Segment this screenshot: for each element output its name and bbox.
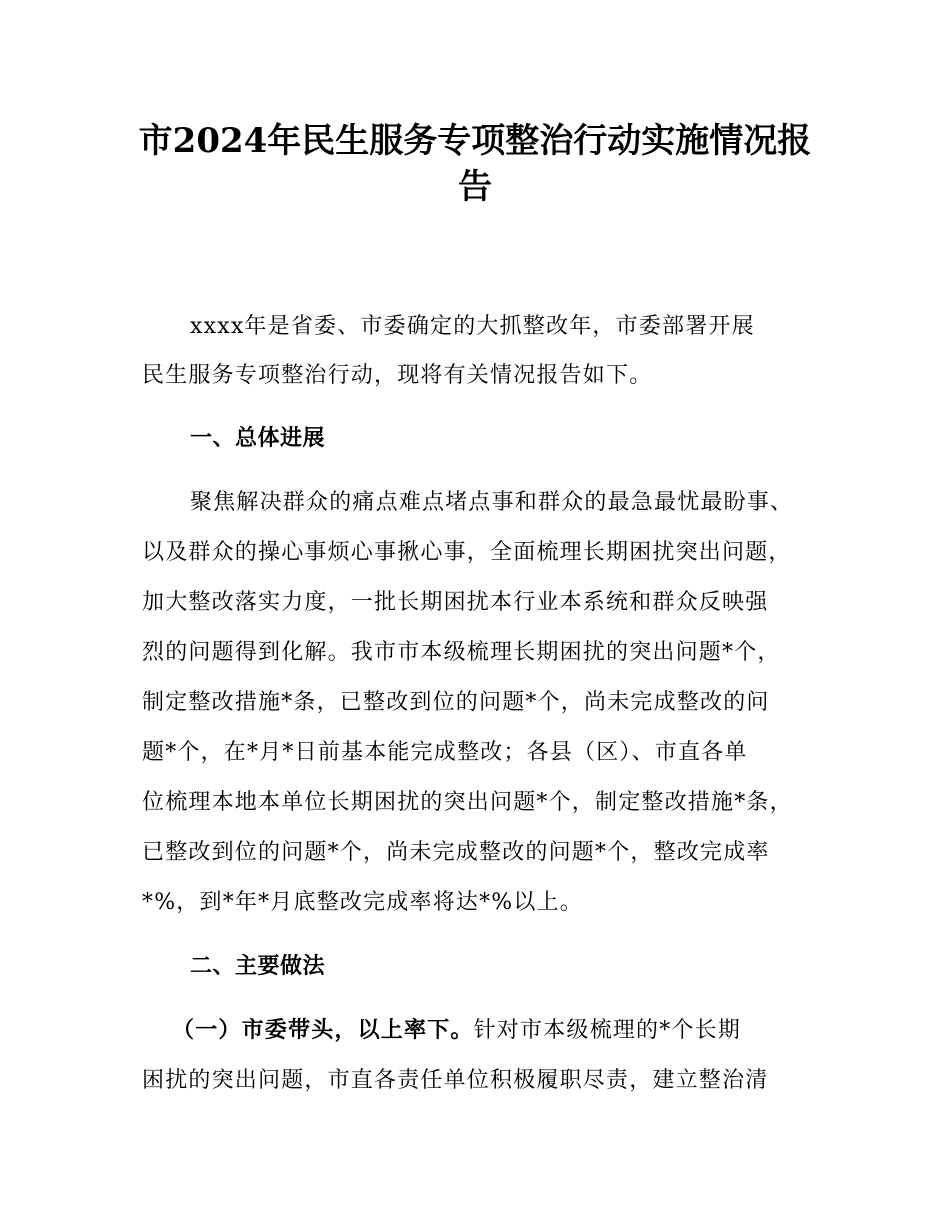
- intro-line-1: xxxx年是省委、市委确定的大抓整改年，市委部署开展: [190, 314, 755, 339]
- document-title-line2: 告: [458, 167, 492, 207]
- subsection1-line-2: 困扰的突出问题，市直各责任单位积极履职尽责，建立整治清: [142, 1068, 769, 1093]
- subsection1-lead: （一）市委带头，以上率下。: [172, 1018, 474, 1043]
- subsection1-line-1: [172, 1016, 741, 1046]
- section1-line: 题*个，在*月*日前基本能完成整改；各县（区）、市直各单: [142, 740, 748, 765]
- section1-line: *%，到*年*月底整改完成率将达*%以上。: [142, 890, 584, 915]
- section1-line: 聚焦解决群众的痛点难点堵点事和群众的最急最忧最盼事、: [190, 490, 794, 515]
- subsection1-text: 针对市本级梳理的*个长期: [473, 1018, 742, 1043]
- intro-line-2: 民生服务专项整治行动，现将有关情况报告如下。: [142, 363, 653, 388]
- section1-line: 位梳理本地本单位长期困扰的突出问题*个，制定整改措施*条，: [142, 790, 793, 815]
- document-title-line1: 市2024年民生服务专项整治行动实施情况报: [138, 121, 812, 161]
- section1-line: 以及群众的操心事烦心事揪心事，全面梳理长期困扰突出问题，: [142, 540, 792, 565]
- section1-line: 烈的问题得到化解。我市市本级梳理长期困扰的突出问题*个，: [142, 640, 781, 665]
- section-heading-overall-progress: 一、总体进展: [190, 426, 326, 451]
- section1-line: 制定整改措施*条，已整改到位的问题*个，尚未完成整改的问: [142, 690, 770, 715]
- section1-line: 加大整改落实力度，一批长期困扰本行业本系统和群众反映强: [142, 590, 769, 615]
- section1-line: 已整改到位的问题*个，尚未完成整改的问题*个，整改完成率: [142, 840, 770, 865]
- section-heading-main-practices: 二、主要做法: [190, 954, 326, 979]
